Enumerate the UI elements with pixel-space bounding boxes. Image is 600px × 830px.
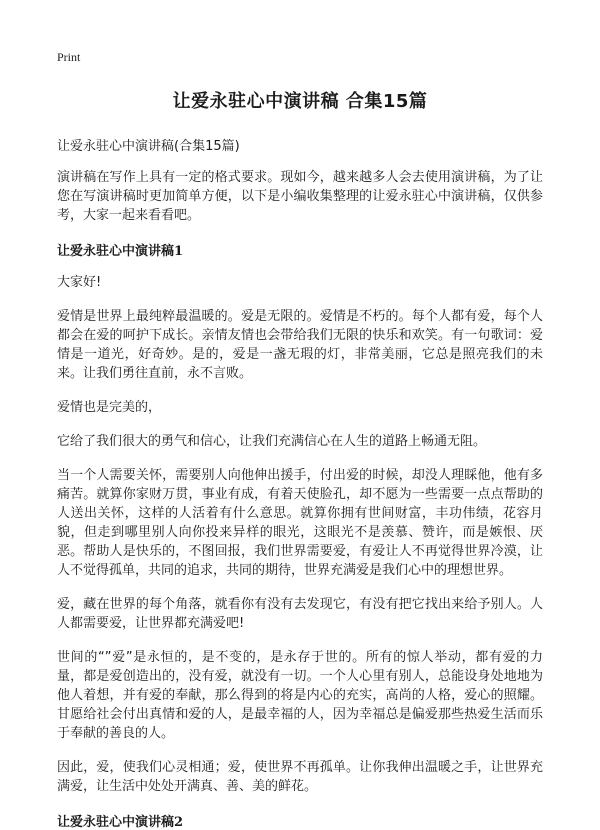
section-heading-1: 让爱永驻心中演讲稿1 <box>57 244 184 259</box>
body-paragraph: 爱，藏在世界的每个角落，就看你有没有去发现它，有没有把它找出来给予别人。人人都需要爱，让世界都充满爱吧! <box>57 597 543 631</box>
page-title: 让爱永驻心中演讲稿 合集15篇 <box>172 91 428 112</box>
body-paragraph: 爱情也是完美的， <box>57 400 162 415</box>
greeting-paragraph: 大家好! <box>57 275 102 290</box>
body-paragraph: 它给了我们很大的勇气和信心，让我们充满信心在人生的道路上畅通无阻。 <box>57 434 487 449</box>
body-paragraph: 世间的“”爱”是永恒的，是不变的，是永存于世的。所有的惊人举动，都有爱的力量，都是爱创造出的，没有爱，就没有一切。一个人心里有别人，总能设身处地地为他人着想，并有爱的奉献，那么得到的将是内心的充实，高尚的人格，爱心的照耀。甘愿给社会付出真情和爱的人，是最幸福的人，因为幸福总是偏爱那些热爱生活而乐于奉献的善良的人。 <box>57 650 543 741</box>
section-heading-2: 让爱永驻心中演讲稿2 <box>57 815 184 830</box>
document-subtitle: 让爱永驻心中演讲稿(合集15篇) <box>57 139 240 154</box>
print-link[interactable]: Print <box>57 50 81 64</box>
body-paragraph: 当一个人需要关怀，需要别人向他伸出援手，付出爱的时候，却没人理睬他，他有多痛苦。就算你家财万贯，事业有成，有着天使脸孔，却不愿为一些需要一点点帮助的人送出关怀，这样的人活着有什么意思。就算你拥有世间财富，丰功伟绩，花容月貌，但走到哪里别人向你投来异样的眼光，这眼光不是羡慕、赞许，而是嫉恨、厌恶。帮助人是快乐的，不图回报，我们世界需要爱，有爱让人不再觉得世界冷漠，让人不觉得孤单，共同的追求，共同的期待，世界充满爱是我们心中的理想世界。 <box>57 468 543 578</box>
intro-paragraph: 演讲稿在写作上具有一定的格式要求。现如今，越来越多人会去使用演讲稿，为了让您在写演讲稿时更加简单方便，以下是小编收集整理的让爱永驻心中演讲稿，仅供参考，大家一起来看看吧。 <box>57 170 543 223</box>
body-paragraph: 爱情是世界上最纯粹最温暖的。爱是无限的。爱情是不朽的。每个人都有爱，每个人都会在爱的呵护下成长。亲情友情也会带给我们无限的快乐和欢笑。有一句歌词：爱情是一道光，好奇妙。是的，爱是一盏无瑕的灯，非常美丽，它总是照亮我们的未来。让我们勇往直前，永不言败。 <box>57 309 543 381</box>
body-paragraph: 因此，爱，使我们心灵相通；爱，使世界不再孤单。让你我伸出温暖之手，让世界充满爱，让生活中处处开满真、善、美的鲜花。 <box>57 760 543 794</box>
